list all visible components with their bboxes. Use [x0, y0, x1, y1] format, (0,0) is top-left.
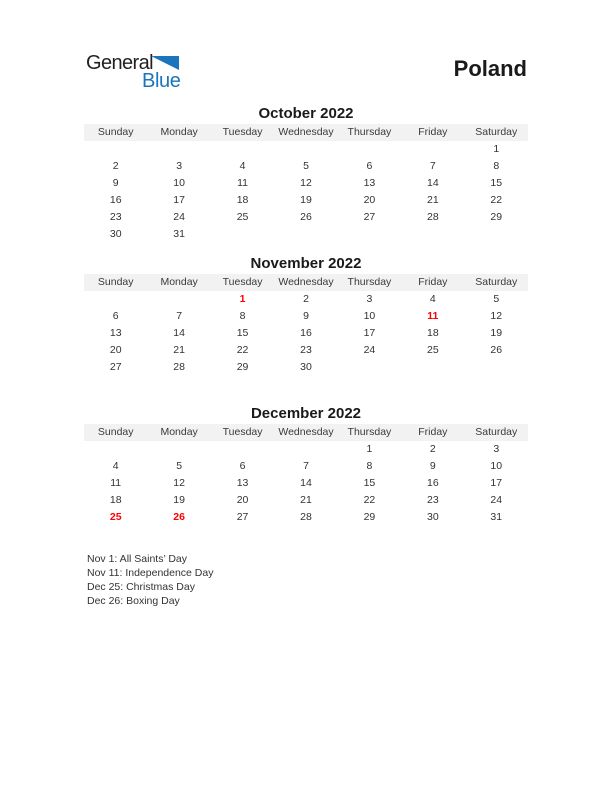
date-december-25: 25 — [109, 511, 122, 523]
month-november — [84, 256, 528, 376]
date-october-21: 21 — [427, 194, 439, 206]
holiday-note: Dec 26: Boxing Day — [87, 595, 180, 607]
day-header-monday: Monday — [147, 274, 210, 291]
date-october-24: 24 — [173, 211, 185, 223]
date-november-11: 11 — [427, 310, 439, 322]
date-october-17: 17 — [173, 194, 185, 206]
date-december-11: 11 — [110, 477, 122, 489]
date-december-10: 10 — [490, 460, 503, 472]
date-november-22: 22 — [236, 344, 249, 356]
date-october-2: 2 — [112, 160, 119, 172]
day-header-sunday: Sunday — [84, 274, 147, 291]
date-november-17: 17 — [363, 327, 376, 339]
month-title-october: October 2022 — [258, 105, 354, 122]
empty-date-cell — [401, 359, 464, 376]
date-november-25: 25 — [427, 344, 439, 356]
holiday-note: Dec 25: Christmas Day — [87, 581, 195, 593]
date-december-4: 4 — [112, 460, 119, 472]
date-november-5: 5 — [493, 293, 500, 305]
date-october-8: 8 — [493, 160, 500, 172]
date-november-12: 12 — [490, 310, 503, 322]
date-october-16: 16 — [109, 194, 122, 206]
empty-date-cell — [274, 226, 337, 243]
date-december-28: 28 — [300, 511, 312, 523]
day-header-monday: Monday — [147, 124, 210, 141]
empty-date-cell — [147, 141, 210, 158]
date-december-12: 12 — [173, 477, 185, 489]
date-october-25: 25 — [236, 211, 249, 223]
date-november-2: 2 — [303, 293, 309, 305]
day-header-friday: Friday — [401, 274, 464, 291]
day-header-tuesday: Tuesday — [211, 424, 274, 441]
holiday-notes — [87, 552, 213, 608]
day-header-tuesday: Tuesday — [211, 124, 274, 141]
empty-date-cell — [338, 226, 401, 243]
empty-date-cell — [211, 441, 274, 458]
date-december-7: 7 — [303, 460, 309, 472]
date-october-28: 28 — [427, 211, 439, 223]
date-december-23: 23 — [427, 494, 439, 506]
month-october — [84, 106, 528, 243]
empty-date-cell — [147, 441, 210, 458]
date-october-15: 15 — [490, 177, 503, 189]
date-december-13: 13 — [236, 477, 249, 489]
date-october-9: 9 — [112, 177, 119, 189]
empty-date-cell — [211, 141, 274, 158]
empty-date-cell — [84, 141, 147, 158]
month-title-november: November 2022 — [250, 255, 362, 272]
empty-date-cell — [147, 291, 210, 308]
date-october-27: 27 — [363, 211, 376, 223]
date-november-16: 16 — [300, 327, 312, 339]
day-header-tuesday: Tuesday — [211, 274, 274, 291]
date-december-16: 16 — [427, 477, 439, 489]
date-october-13: 13 — [363, 177, 376, 189]
date-october-30: 30 — [109, 228, 122, 240]
date-october-4: 4 — [239, 160, 246, 172]
date-december-26: 26 — [173, 511, 185, 523]
date-december-3: 3 — [493, 443, 500, 455]
date-october-29: 29 — [490, 211, 503, 223]
date-october-26: 26 — [300, 211, 312, 223]
calendar-grid-december — [84, 424, 528, 526]
empty-date-cell — [211, 226, 274, 243]
date-december-31: 31 — [490, 511, 503, 523]
date-october-10: 10 — [173, 177, 185, 189]
empty-date-cell — [401, 226, 464, 243]
date-november-8: 8 — [239, 310, 246, 322]
date-november-23: 23 — [300, 344, 312, 356]
date-december-18: 18 — [109, 494, 122, 506]
date-november-10: 10 — [363, 310, 376, 322]
day-header-monday: Monday — [147, 424, 210, 441]
date-october-5: 5 — [303, 160, 309, 172]
empty-date-cell — [274, 441, 337, 458]
date-december-17: 17 — [490, 477, 503, 489]
date-november-14: 14 — [173, 327, 185, 339]
day-header-saturday: Saturday — [465, 274, 528, 291]
date-november-3: 3 — [366, 293, 373, 305]
date-december-5: 5 — [176, 460, 183, 472]
day-header-saturday: Saturday — [465, 124, 528, 141]
month-december — [84, 406, 528, 526]
date-november-13: 13 — [109, 327, 122, 339]
date-november-18: 18 — [427, 327, 439, 339]
logo-text-blue: Blue — [142, 70, 181, 92]
logo-text-general: General — [86, 52, 153, 74]
date-december-20: 20 — [236, 494, 249, 506]
date-october-20: 20 — [363, 194, 376, 206]
date-november-29: 29 — [236, 361, 249, 373]
holiday-note: Nov 1: All Saints’ Day — [87, 553, 187, 565]
date-december-27: 27 — [236, 511, 249, 523]
date-november-21: 21 — [173, 344, 185, 356]
date-november-26: 26 — [490, 344, 503, 356]
day-header-friday: Friday — [401, 424, 464, 441]
date-october-18: 18 — [236, 194, 249, 206]
date-october-7: 7 — [429, 160, 436, 172]
date-october-22: 22 — [490, 194, 503, 206]
calendar-grid-october — [84, 124, 528, 243]
date-november-6: 6 — [112, 310, 119, 322]
date-october-19: 19 — [300, 194, 312, 206]
date-october-14: 14 — [427, 177, 439, 189]
date-december-15: 15 — [363, 477, 376, 489]
empty-date-cell — [84, 291, 147, 308]
day-header-sunday: Sunday — [84, 124, 147, 141]
date-october-23: 23 — [109, 211, 122, 223]
date-october-6: 6 — [366, 160, 373, 172]
date-december-8: 8 — [366, 460, 373, 472]
day-header-saturday: Saturday — [465, 424, 528, 441]
day-header-thursday: Thursday — [338, 424, 401, 441]
day-header-wednesday: Wednesday — [274, 124, 337, 141]
date-november-15: 15 — [236, 327, 249, 339]
date-october-3: 3 — [176, 160, 183, 172]
date-december-19: 19 — [173, 494, 185, 506]
date-december-9: 9 — [429, 460, 436, 472]
date-november-24: 24 — [363, 344, 376, 356]
date-november-27: 27 — [109, 361, 122, 373]
empty-date-cell — [84, 441, 147, 458]
empty-date-cell — [338, 141, 401, 158]
date-november-4: 4 — [429, 293, 436, 305]
day-header-wednesday: Wednesday — [274, 274, 337, 291]
date-november-9: 9 — [303, 310, 309, 322]
date-november-28: 28 — [173, 361, 185, 373]
day-header-friday: Friday — [401, 124, 464, 141]
date-december-14: 14 — [300, 477, 312, 489]
empty-date-cell — [274, 141, 337, 158]
date-december-6: 6 — [239, 460, 246, 472]
date-november-30: 30 — [300, 361, 312, 373]
date-november-19: 19 — [490, 327, 503, 339]
day-header-wednesday: Wednesday — [274, 424, 337, 441]
date-december-21: 21 — [300, 494, 312, 506]
country-title: Poland — [453, 56, 527, 81]
general-blue-logo — [84, 53, 204, 93]
empty-date-cell — [465, 359, 528, 376]
day-header-thursday: Thursday — [338, 274, 401, 291]
date-october-11: 11 — [237, 177, 249, 189]
date-october-12: 12 — [300, 177, 312, 189]
date-october-1: 1 — [493, 143, 500, 155]
date-november-7: 7 — [176, 310, 183, 322]
month-title-december: December 2022 — [250, 405, 362, 422]
logo-triangle-icon — [151, 56, 179, 70]
date-december-24: 24 — [490, 494, 503, 506]
date-december-29: 29 — [363, 511, 376, 523]
date-december-30: 30 — [427, 511, 439, 523]
date-december-22: 22 — [363, 494, 376, 506]
date-november-1: 1 — [239, 293, 246, 305]
day-header-sunday: Sunday — [84, 424, 147, 441]
date-december-1: 1 — [366, 443, 373, 455]
holiday-note: Nov 11: Independence Day — [87, 567, 214, 579]
empty-date-cell — [401, 141, 464, 158]
date-october-31: 31 — [173, 228, 185, 240]
date-december-2: 2 — [429, 443, 436, 455]
calendar-grid-november — [84, 274, 528, 376]
empty-date-cell — [465, 226, 528, 243]
empty-date-cell — [338, 359, 401, 376]
date-november-20: 20 — [109, 344, 122, 356]
day-header-thursday: Thursday — [338, 124, 401, 141]
